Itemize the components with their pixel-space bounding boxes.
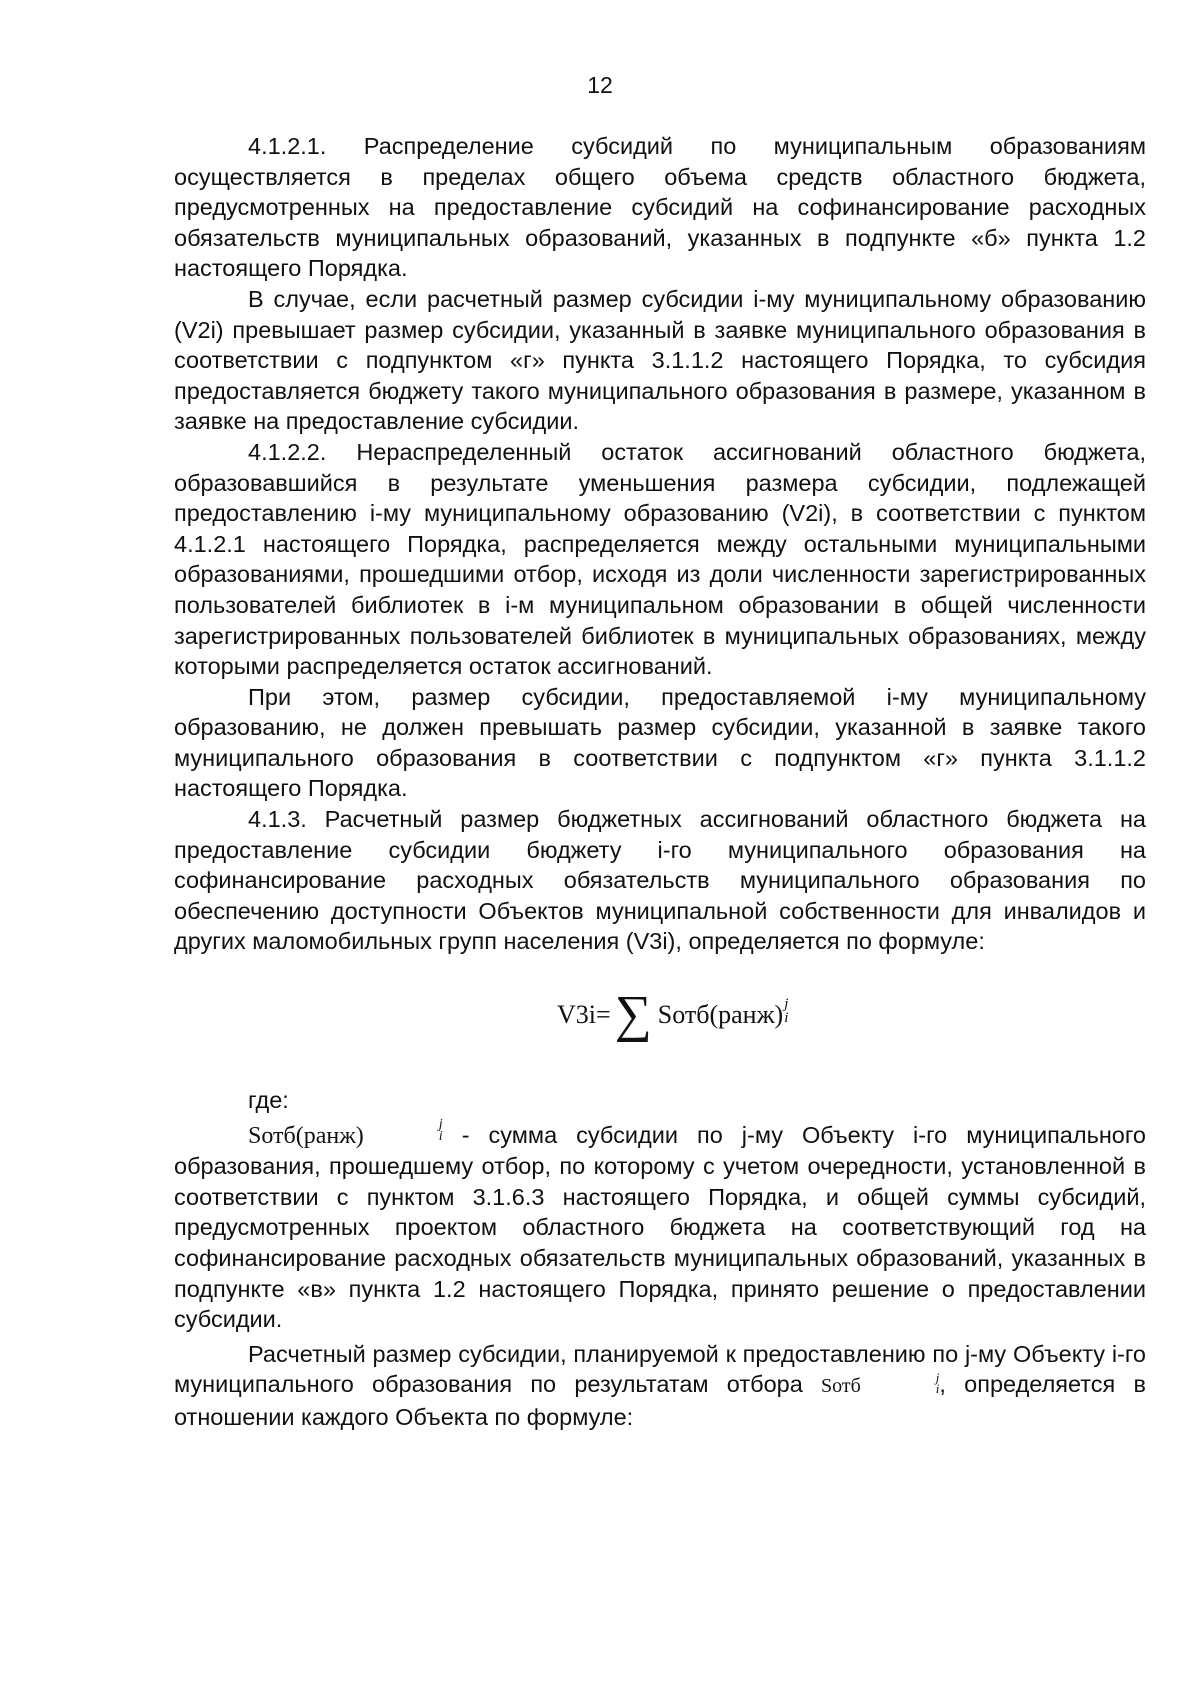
paragraph-4-1-2-1: 4.1.2.1. Распределение субсидий по муниципальным образованиям осуществляется в пределах общего объема средств областного бюджета, предусмотренных на предоставление субсидий на софинансирование расходных обязательств муниципальных образований, указанных в подпункте «б» пункта 1.2 настоящего Порядка. xyxy=(174,133,1146,282)
formula-term: Sотб(ранж) xyxy=(657,999,784,1029)
formula-lhs: V3i= xyxy=(557,999,611,1029)
paragraph-4-1-2-2: 4.1.2.2. Нераспределенный остаток ассигнований областного бюджета, образовавшийся в результате уменьшения размера субсидии, подлежащей предоставлению i-му муниципальному образованию (V2i), в соответствии с пунктом 4.1.2.1 настоящего Порядка, распределяется между остальными муниципальными образованиями, прошедшими отбор, исходя из доли численности зарегистрированных пользователей библиотек в i-м муниципальном образовании в общей численности зарегистрированных пользователей библиотек в муниципальных образованиях, между которыми распределяется остаток ассигнований. xyxy=(174,438,1146,680)
formula-subscript: i xyxy=(784,1010,789,1027)
definition-paragraph xyxy=(174,1117,1146,1335)
calc-size-symbol xyxy=(821,1369,940,1398)
formula-v3i xyxy=(174,957,1146,1077)
where-label: где: xyxy=(248,1087,289,1114)
paragraph-limit: При этом, размер субсидии, предоставляемой i-му муниципальному образованию, не должен превышать размер субсидии, указанной в заявке такого муниципального образования в соответствии с подпунктом «г» пункта 3.1.1.2 настоящего Порядка. xyxy=(174,683,1146,802)
document-body xyxy=(174,131,1146,1433)
calc-size-superscript: j xyxy=(935,1369,940,1385)
calc-size-symbol-indices xyxy=(862,1369,940,1396)
formula-superscript: j xyxy=(784,996,789,1013)
definition-symbol xyxy=(248,1117,443,1149)
sigma-symbol: ∑ xyxy=(614,986,652,1044)
calc-size-symbol-text: Sотб xyxy=(821,1375,861,1398)
paragraph-calc-size xyxy=(174,1339,1146,1433)
definition-superscript: j xyxy=(438,1117,443,1133)
paragraph-v2i-case: В случае, если расчетный размер субсидии i-му муниципальному образованию (V2i) превышает размер субсидии, указанный в заявке муниципального образования в соответствии с подпунктом «г» пункта 3.1.1.2 настоящего Порядка, то субсидия предоставляется бюджету такого муниципального образования в размере, указанном в заявке на предоставление субсидии. xyxy=(174,285,1146,435)
definition-symbol-text: Sотб(ранж) xyxy=(248,1122,364,1149)
paragraph-4-1-3: 4.1.3. Расчетный размер бюджетных ассигнований областного бюджета на предоставление субсидии бюджету i-го муниципального образования на софинансирование расходных обязательств муниципального образования по обеспечению доступности Объектов муниципальной собственности для инвалидов и других маломобильных групп населения (V3i), определяется по формуле: xyxy=(174,806,1146,955)
definition-text: - сумма субсидии по j-му Объекту i-го муниципального образования, прошедшему отбор, по которому с учетом очередности, установленной в соответствии с пунктом 3.1.6.3 настоящего Порядка, и общей суммы субсидий, предусмотренных проектом областного бюджета на соответствующий год на софинансирование расходных обязательств муниципальных образований, указанных в подпункте «в» пункта 1.2 настоящего Порядка, принято решение о предоставлении субсидии. xyxy=(174,1121,1146,1333)
page-number: 12 xyxy=(587,72,613,98)
definition-subscript: i xyxy=(438,1129,443,1145)
calc-size-subscript: i xyxy=(935,1380,940,1396)
calc-size-text-after: , определяется в отношении каждого Объекта по формуле: xyxy=(174,1371,1146,1430)
calc-size-text-before: Расчетный размер субсидии, планируемой к предоставлению по j-му Объекту i-го муниципального образования по результатам отбора xyxy=(174,1340,1146,1398)
formula-indices xyxy=(784,997,788,1025)
definition-symbol-indices xyxy=(365,1119,443,1143)
